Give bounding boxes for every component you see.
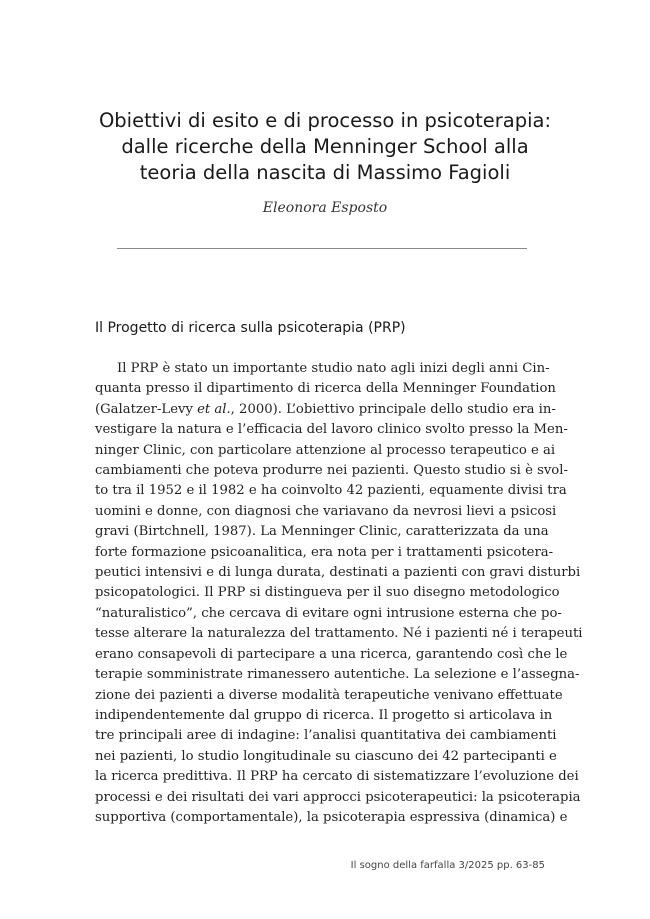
text-line: quanta presso il dipartimento di ricerca della Menninger Foundation [95,381,556,397]
text-line: “naturalistico”, che cercava di evitare ogni intrusione esterna che po- [95,605,562,621]
text-line: vestigare la natura e l’efficacia del lavoro clinico svolto presso la Men- [95,422,568,438]
footer-citation: Il sogno della farfalla 3/2025 pp. 63-85 [350,860,545,871]
text-line: gravi (Birtchnell, 1987). La Menninger Clinic, caratterizzata da una [95,524,549,540]
text-line: la ricerca predittiva. Il PRP ha cercato di sistematizzare l’evoluzione dei [95,769,579,785]
text-line: uomini e donne, con diagnosi che variavano da nevrosi lievi a psicosi [95,503,557,519]
title-line: dalle ricerche della Menninger School alla [121,135,529,158]
author-name: Eleonora Esposto [262,200,388,216]
text-line: terapie somministrate rimanessero autentiche. La selezione e l’assegna- [95,667,580,683]
text-line: to tra il 1952 e il 1982 e ha coinvolto 42 pazienti, equamente divisi tra [95,483,567,499]
text-line: peutici intensivi e di lunga durata, destinati a pazienti con gravi disturbi [95,565,581,581]
text-line: tesse alterare la naturalezza del trattamento. Né i pazienti né i terapeuti [95,626,583,642]
title-line: Obiettivi di esito e di processo in psicoterapia: [98,109,552,132]
text-line: Il PRP è stato un importante studio nato agli inizi degli anni Cin- [117,361,550,376]
text-line: ninger Clinic, con particolare attenzione al processo terapeutico e ai [95,442,556,458]
text-line: supportiva (comportamentale), la psicoterapia espressiva (dinamica) e [95,809,568,825]
text-line: (Galatzer-Levy et al., 2000). L’obiettivo principale dello studio era in- [95,401,556,417]
text-line: psicopatologici. Il PRP si distingueva per il suo disegno metodologico [95,585,560,601]
title-line: teoria della nascita di Massimo Fagioli [139,161,511,184]
article-title [60,108,590,186]
text-line: processi e dei risultati dei vari approcci psicoterapeutici: la psicoterapia [95,789,581,805]
text-line: cambiamenti che poteva produrre nei pazienti. Questo studio si è svol- [95,463,568,479]
body-paragraph [95,359,583,828]
title-divider [117,248,527,249]
text-line: forte formazione psicoanalitica, era nota per i trattamenti psicotera- [95,544,554,560]
text-line: nei pazienti, lo studio longitudinale su ciascuno dei 42 partecipanti e [95,748,557,764]
text-line: tre principali aree di indagine: l’analisi quantitativa dei cambiamenti [95,728,557,744]
text-line: indipendentemente dal gruppo di ricerca. Il progetto si articolava in [95,707,553,723]
section-heading: Il Progetto di ricerca sulla psicoterapia (PRP) [95,320,406,336]
text-line: zione dei pazienti a diverse modalità terapeutiche venivano effettuate [95,687,563,703]
text-line: erano consapevoli di partecipare a una ricerca, garantendo così che le [95,646,568,662]
